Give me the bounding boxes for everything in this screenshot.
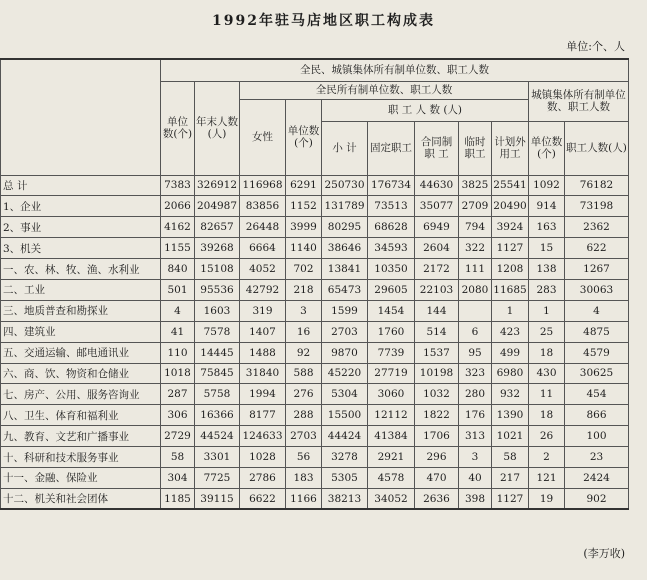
table-cell: 1454: [368, 300, 415, 321]
table-row: [1, 175, 629, 196]
table-cell: 217: [492, 467, 529, 488]
table-cell: 1152: [286, 196, 322, 217]
table-cell: 304: [161, 467, 195, 488]
table-cell: 19: [529, 488, 565, 509]
table-cell: 5758: [195, 384, 240, 405]
table-cell: 11685: [492, 279, 529, 300]
table-cell: 622: [565, 238, 629, 259]
table-cell: 38646: [322, 238, 368, 259]
table-cell: 2424: [565, 467, 629, 488]
table-cell: 26448: [240, 217, 286, 238]
table-cell: 15108: [195, 259, 240, 280]
table-cell: 6: [459, 321, 492, 342]
table-cell: 3301: [195, 447, 240, 468]
table-cell: 9870: [322, 342, 368, 363]
table-cell: 7725: [195, 467, 240, 488]
table-cell: 95: [459, 342, 492, 363]
table-cell: 1994: [240, 384, 286, 405]
header-female: 女性: [240, 99, 286, 175]
table-cell: 1140: [286, 238, 322, 259]
table-cell: 131789: [322, 196, 368, 217]
table-cell: 1: [529, 300, 565, 321]
table-cell: 5305: [322, 467, 368, 488]
table-cell: 1155: [161, 238, 195, 259]
table-cell: 8177: [240, 405, 286, 426]
table-row: [1, 342, 629, 363]
row-label: 一、农、林、牧、渔、水利业: [1, 259, 161, 280]
table-cell: 3924: [492, 217, 529, 238]
table-cell: 2172: [415, 259, 459, 280]
header-all-group: 全民、城镇集体所有制单位数、职工人数: [161, 59, 629, 81]
table-cell: 176734: [368, 175, 415, 196]
table-row: [1, 363, 629, 384]
table-cell: 1267: [565, 259, 629, 280]
row-label: 八、卫生、体育和福利业: [1, 405, 161, 426]
table-row: [1, 488, 629, 509]
table-cell: 68628: [368, 217, 415, 238]
table-cell: 40: [459, 467, 492, 488]
table-cell: 6664: [240, 238, 286, 259]
table-cell: 1021: [492, 426, 529, 447]
table-cell: 18: [529, 342, 565, 363]
table-cell: 499: [492, 342, 529, 363]
table-cell: 6291: [286, 175, 322, 196]
table-cell: 1032: [415, 384, 459, 405]
table-row: [1, 217, 629, 238]
table-cell: 31840: [240, 363, 286, 384]
author-credit: (李万收): [583, 547, 625, 560]
table-cell: 35077: [415, 196, 459, 217]
table-cell: 702: [286, 259, 322, 280]
table-cell: 82657: [195, 217, 240, 238]
table-title: 1992年驻马店地区职工构成表: [212, 13, 435, 29]
table-cell: 4875: [565, 321, 629, 342]
table-cell: 144: [415, 300, 459, 321]
row-label: 十、科研和技术服务事业: [1, 447, 161, 468]
table-cell: 80295: [322, 217, 368, 238]
header-units: 单位数(个): [161, 81, 195, 175]
table-cell: 163: [529, 217, 565, 238]
row-label: 3、机关: [1, 238, 161, 259]
table-row: [1, 300, 629, 321]
row-label: 四、建筑业: [1, 321, 161, 342]
table-cell: 183: [286, 467, 322, 488]
table-cell: 18: [529, 405, 565, 426]
table-cell: 2636: [415, 488, 459, 509]
row-label: 三、地质普查和勘探业: [1, 300, 161, 321]
table-cell: 276: [286, 384, 322, 405]
table-row: [1, 426, 629, 447]
table-cell: 322: [459, 238, 492, 259]
table-cell: 3060: [368, 384, 415, 405]
table-cell: 1390: [492, 405, 529, 426]
row-label: 五、交通运输、邮电通讯业: [1, 342, 161, 363]
row-label: 七、房产、公用、服务咨询业: [1, 384, 161, 405]
table-cell: 39268: [195, 238, 240, 259]
table-cell: 16366: [195, 405, 240, 426]
table-cell: 4579: [565, 342, 629, 363]
row-label-header: [1, 59, 161, 175]
table-row: [1, 279, 629, 300]
table-cell: 13841: [322, 259, 368, 280]
table-cell: 44524: [195, 426, 240, 447]
header-state-group: 全民所有制单位数、职工人数: [240, 81, 529, 99]
table-cell: 914: [529, 196, 565, 217]
table-cell: 283: [529, 279, 565, 300]
table-cell: 44424: [322, 426, 368, 447]
table-cell: 4162: [161, 217, 195, 238]
header-staff-group: 职 工 人 数 (人): [322, 99, 529, 121]
table-cell: 423: [492, 321, 529, 342]
table-cell: 288: [286, 405, 322, 426]
table-cell: 1760: [368, 321, 415, 342]
table-cell: 20490: [492, 196, 529, 217]
table-cell: 65473: [322, 279, 368, 300]
table-cell: 3278: [322, 447, 368, 468]
header-temp: 临时职工: [459, 121, 492, 175]
table-cell: 1208: [492, 259, 529, 280]
table-cell: 398: [459, 488, 492, 509]
table-cell: 4578: [368, 467, 415, 488]
table-cell: [459, 300, 492, 321]
table-cell: 2: [529, 447, 565, 468]
table-cell: 12112: [368, 405, 415, 426]
table-cell: 92: [286, 342, 322, 363]
row-label: 十一、金融、保险业: [1, 467, 161, 488]
table-cell: 2703: [286, 426, 322, 447]
table-cell: 14445: [195, 342, 240, 363]
table-cell: 3: [286, 300, 322, 321]
table-row: [1, 259, 629, 280]
table-cell: 280: [459, 384, 492, 405]
table-row: [1, 196, 629, 217]
unit-note: 单位:个、人: [566, 40, 625, 53]
header-state-units: 单位数(个): [286, 99, 322, 175]
table-cell: 7578: [195, 321, 240, 342]
header-collective-group: 城镇集体所有制单位数、职工人数: [529, 81, 629, 121]
table-cell: 326912: [195, 175, 240, 196]
header-year-end: 年末人数(人): [195, 81, 240, 175]
table-cell: 58: [161, 447, 195, 468]
table-cell: 25: [529, 321, 565, 342]
table-cell: 319: [240, 300, 286, 321]
header-planned: 计划外用工: [492, 121, 529, 175]
table-cell: 1166: [286, 488, 322, 509]
table-cell: 7739: [368, 342, 415, 363]
table-cell: 100: [565, 426, 629, 447]
table-cell: 95536: [195, 279, 240, 300]
table-cell: 287: [161, 384, 195, 405]
table-cell: 296: [415, 447, 459, 468]
row-label: 六、商、饮、物资和仓储业: [1, 363, 161, 384]
table-cell: 4052: [240, 259, 286, 280]
table-cell: 1028: [240, 447, 286, 468]
table-cell: 110: [161, 342, 195, 363]
table-cell: 56: [286, 447, 322, 468]
row-label: 十二、机关和社会团体: [1, 488, 161, 509]
staff-table: [0, 58, 629, 510]
table-cell: 26: [529, 426, 565, 447]
table-cell: 16: [286, 321, 322, 342]
table-cell: 588: [286, 363, 322, 384]
table-cell: 1127: [492, 238, 529, 259]
table-cell: 501: [161, 279, 195, 300]
table-cell: 514: [415, 321, 459, 342]
table-cell: 45220: [322, 363, 368, 384]
table-cell: 1127: [492, 488, 529, 509]
table-cell: 6622: [240, 488, 286, 509]
table-cell: 83856: [240, 196, 286, 217]
table-cell: 1: [492, 300, 529, 321]
table-cell: 2729: [161, 426, 195, 447]
table-cell: 10198: [415, 363, 459, 384]
table-cell: 58: [492, 447, 529, 468]
table-cell: 323: [459, 363, 492, 384]
table-cell: 4: [161, 300, 195, 321]
table-cell: 1488: [240, 342, 286, 363]
table-cell: 38213: [322, 488, 368, 509]
table-cell: 218: [286, 279, 322, 300]
table-cell: 2786: [240, 467, 286, 488]
table-cell: 2709: [459, 196, 492, 217]
table-cell: 2921: [368, 447, 415, 468]
table-cell: 75845: [195, 363, 240, 384]
table-cell: 6949: [415, 217, 459, 238]
table-cell: 6980: [492, 363, 529, 384]
header-fixed: 固定职工: [368, 121, 415, 175]
table-row: [1, 405, 629, 426]
table-cell: 932: [492, 384, 529, 405]
table-row: [1, 467, 629, 488]
table-cell: 27719: [368, 363, 415, 384]
table-cell: 10350: [368, 259, 415, 280]
table-cell: 41: [161, 321, 195, 342]
table-cell: 25541: [492, 175, 529, 196]
table-cell: 42792: [240, 279, 286, 300]
table-cell: 121: [529, 467, 565, 488]
row-label: 九、教育、文艺和广播事业: [1, 426, 161, 447]
row-label: 二、工业: [1, 279, 161, 300]
table-cell: 1599: [322, 300, 368, 321]
table-cell: 2604: [415, 238, 459, 259]
table-cell: 470: [415, 467, 459, 488]
table-cell: 2080: [459, 279, 492, 300]
table-cell: 34593: [368, 238, 415, 259]
table-cell: 34052: [368, 488, 415, 509]
table-cell: 39115: [195, 488, 240, 509]
table-cell: 23: [565, 447, 629, 468]
table-cell: 111: [459, 259, 492, 280]
table-cell: 1018: [161, 363, 195, 384]
row-label: 总 计: [1, 175, 161, 196]
table-cell: 2066: [161, 196, 195, 217]
table-cell: 313: [459, 426, 492, 447]
table-cell: 2703: [322, 321, 368, 342]
table-cell: 1092: [529, 175, 565, 196]
row-label: 1、企业: [1, 196, 161, 217]
table-cell: 4: [565, 300, 629, 321]
row-label: 2、事业: [1, 217, 161, 238]
header-subtotal: 小 计: [322, 121, 368, 175]
table-cell: 3999: [286, 217, 322, 238]
table-cell: 30063: [565, 279, 629, 300]
table-cell: 902: [565, 488, 629, 509]
table-cell: 7383: [161, 175, 195, 196]
table-cell: 11: [529, 384, 565, 405]
table-cell: 1185: [161, 488, 195, 509]
table-cell: 306: [161, 405, 195, 426]
table-cell: 454: [565, 384, 629, 405]
table-cell: 138: [529, 259, 565, 280]
table-cell: 866: [565, 405, 629, 426]
table-cell: 15: [529, 238, 565, 259]
table-cell: 41384: [368, 426, 415, 447]
table-cell: 840: [161, 259, 195, 280]
header-coll-units: 单位数(个): [529, 121, 565, 175]
table-row: [1, 238, 629, 259]
table-cell: 250730: [322, 175, 368, 196]
table-cell: 1537: [415, 342, 459, 363]
table-cell: 29605: [368, 279, 415, 300]
header-contract: 合同制职 工: [415, 121, 459, 175]
table-cell: 1822: [415, 405, 459, 426]
table-cell: 116968: [240, 175, 286, 196]
table-cell: 430: [529, 363, 565, 384]
table-cell: 1706: [415, 426, 459, 447]
header-coll-staff: 职工人数(人): [565, 121, 629, 175]
table-cell: 124633: [240, 426, 286, 447]
table-cell: 76182: [565, 175, 629, 196]
table-cell: 1407: [240, 321, 286, 342]
table-cell: 44630: [415, 175, 459, 196]
table-cell: 73513: [368, 196, 415, 217]
table-cell: 30625: [565, 363, 629, 384]
table-cell: 3825: [459, 175, 492, 196]
table-cell: 794: [459, 217, 492, 238]
table-cell: 2362: [565, 217, 629, 238]
table-cell: 1603: [195, 300, 240, 321]
table-cell: 22103: [415, 279, 459, 300]
table-row: [1, 447, 629, 468]
table-cell: 3: [459, 447, 492, 468]
table-cell: 5304: [322, 384, 368, 405]
table-cell: 73198: [565, 196, 629, 217]
table-row: [1, 384, 629, 405]
table-row: [1, 321, 629, 342]
table-cell: 176: [459, 405, 492, 426]
table-cell: 204987: [195, 196, 240, 217]
table-cell: 15500: [322, 405, 368, 426]
